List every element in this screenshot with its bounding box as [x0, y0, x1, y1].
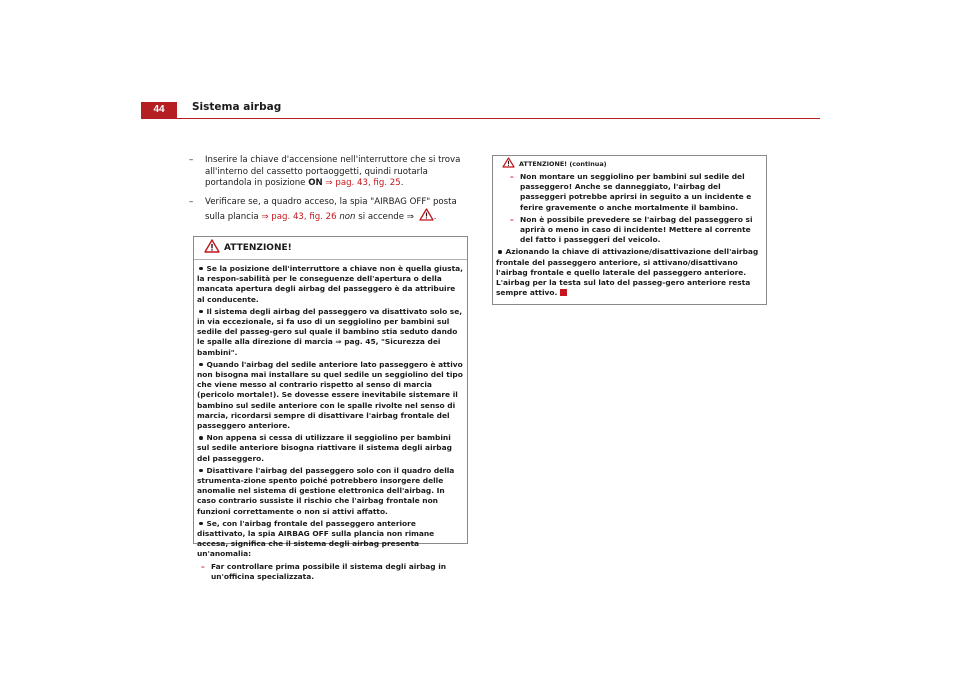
warning-item [197, 466, 464, 517]
page-number: 44 [141, 102, 177, 118]
bullet [199, 363, 203, 367]
bullet [498, 250, 502, 254]
warning-sub-item-text: Non montare un seggiolino per bambini sul sedile del passeggero! Anche se danneggiato, l'airbag del passeggeri potrebbe aprirsi in seguito a un incidente e ferire gravemente o anche mortalmente il bambino. [520, 172, 752, 212]
sub-dash: – [510, 214, 514, 224]
bullet [199, 469, 203, 473]
step-text-mid: si accende ⇒ [355, 212, 417, 222]
warning-item-text: Il sistema degli airbag del passeggero va disattivato solo se, in via eccezionale, si fa uso di un seggiolino per bambini sul sedile del passeg-gero sul quale il bambino stia seduto dando le spalle alla direzione di marcia ⇒ pag. 45, "Sicurezza dei bambini". [197, 306, 463, 357]
page-reference-link[interactable]: ⇒ pag. 43, fig. 25 [322, 178, 401, 188]
section-title: Sistema airbag [192, 101, 282, 113]
warning-item-text: Se la posizione dell'interruttore a chiave non è quella giusta, la respon-sabilità per le conseguenze dell'apertura o della mancata apertura degli airbag del passeggero è da attribuire al conducente. [197, 264, 463, 304]
warning-item-text: Quando l'airbag del sedile anteriore lato passeggero è attivo non bisogna mai installare su quel sedile un seggiolino del tipo che viene messo al contrario rispetto al senso di marcia (pericolo mortale!). Se dovesse essere inevitabile sistemare il bambino sul sedile anteriore con le spalle rivolte nel senso di marcia, ricordarsi sempre di disattivare l'airbag frontale del passeggero anteriore. [197, 359, 463, 431]
step-key-position: ON [308, 178, 323, 188]
warning-box-continued-title: ATTENZIONE! (continua) [519, 159, 607, 168]
step-text: Inserire la chiave d'accensione nell'interruttore che si trova all'interno del cassetto portaoggetti, quindi ruotarla portandola in posizione [205, 155, 461, 188]
instruction-step-2 [189, 197, 469, 226]
warning-triangle-icon [502, 157, 515, 171]
header-rule [141, 118, 820, 119]
bullet [199, 522, 203, 526]
warning-item [496, 247, 763, 298]
warning-sub-item [508, 215, 763, 246]
warning-sub-item [199, 562, 464, 582]
warning-box-body [194, 264, 467, 582]
warning-box-continued-header [493, 156, 766, 172]
end-square-icon [560, 289, 567, 296]
warning-box-title: ATTENZIONE! [224, 242, 292, 253]
warning-sub-item-text: Far controllare prima possibile il sistema degli airbag in un'officina specializzata. [211, 561, 447, 581]
warning-triangle-icon [204, 239, 220, 256]
step-text-end: . [433, 212, 437, 222]
step-dash: – [189, 196, 194, 207]
step-emphasis: non [336, 212, 356, 222]
warning-box-header [194, 237, 467, 260]
bullet [199, 310, 203, 314]
warning-item [197, 307, 464, 358]
warning-box [193, 236, 468, 581]
sub-dash: – [201, 561, 205, 571]
step-text: Verificare se, a quadro acceso, la spia "AIRBAG OFF" posta sulla plancia [205, 196, 457, 222]
warning-item-text: Disattivare l'airbag del passeggero solo con il quadro della strumenta-zione spento poiché potrebbero insorgere delle anomalie nel sistema di gestione elettronica dell'airbag. In caso contrario sussiste il rischio che l'airbag frontale non funzioni correttamente o non si attivi affatto. [197, 465, 455, 516]
warning-triangle-icon[interactable] [419, 208, 434, 226]
warning-sub-item-text: Non è possibile prevedere se l'airbag del passeggero si aprirà o meno in caso di incidente! Mettere al corrente del fatto i passeggeri del veicolo. [520, 214, 753, 245]
warning-item [197, 264, 464, 305]
sub-dash: – [510, 172, 514, 181]
step-text-end: . [400, 178, 404, 188]
warning-sub-item [508, 172, 763, 213]
warning-item-text: Azionando la chiave di attivazione/disattivazione dell'airbag frontale del passeggero anteriore, si attivano/disattivano l'airbag frontale e quello laterale del passeggero anteriore. L'airbag per la testa sul lato del passeg-gero anteriore resta sempre attivo. [496, 247, 759, 298]
warning-item-text: Se, con l'airbag frontale del passeggero anteriore disattivato, la spia AIRBAG OFF sulla plancia non rimane accesa, significa che il sistema degli airbag presenta un'anomalia: [197, 518, 435, 559]
instructions [189, 155, 469, 233]
page-reference-link[interactable]: ⇒ pag. 43, fig. 26 [261, 212, 337, 222]
warning-item [197, 519, 464, 560]
step-dash: – [189, 155, 194, 165]
instruction-step-1 [189, 155, 469, 190]
warning-box-continued [492, 155, 767, 305]
warning-item [197, 360, 464, 431]
bullet [199, 267, 203, 271]
bullet [199, 436, 203, 440]
warning-item-text: Non appena si cessa di utilizzare il seggiolino per bambini sul sedile anteriore bisogna riattivare il sistema degli airbag del passeggero. [197, 433, 452, 463]
warning-box-continued-body [493, 172, 766, 298]
warning-item [197, 433, 464, 464]
